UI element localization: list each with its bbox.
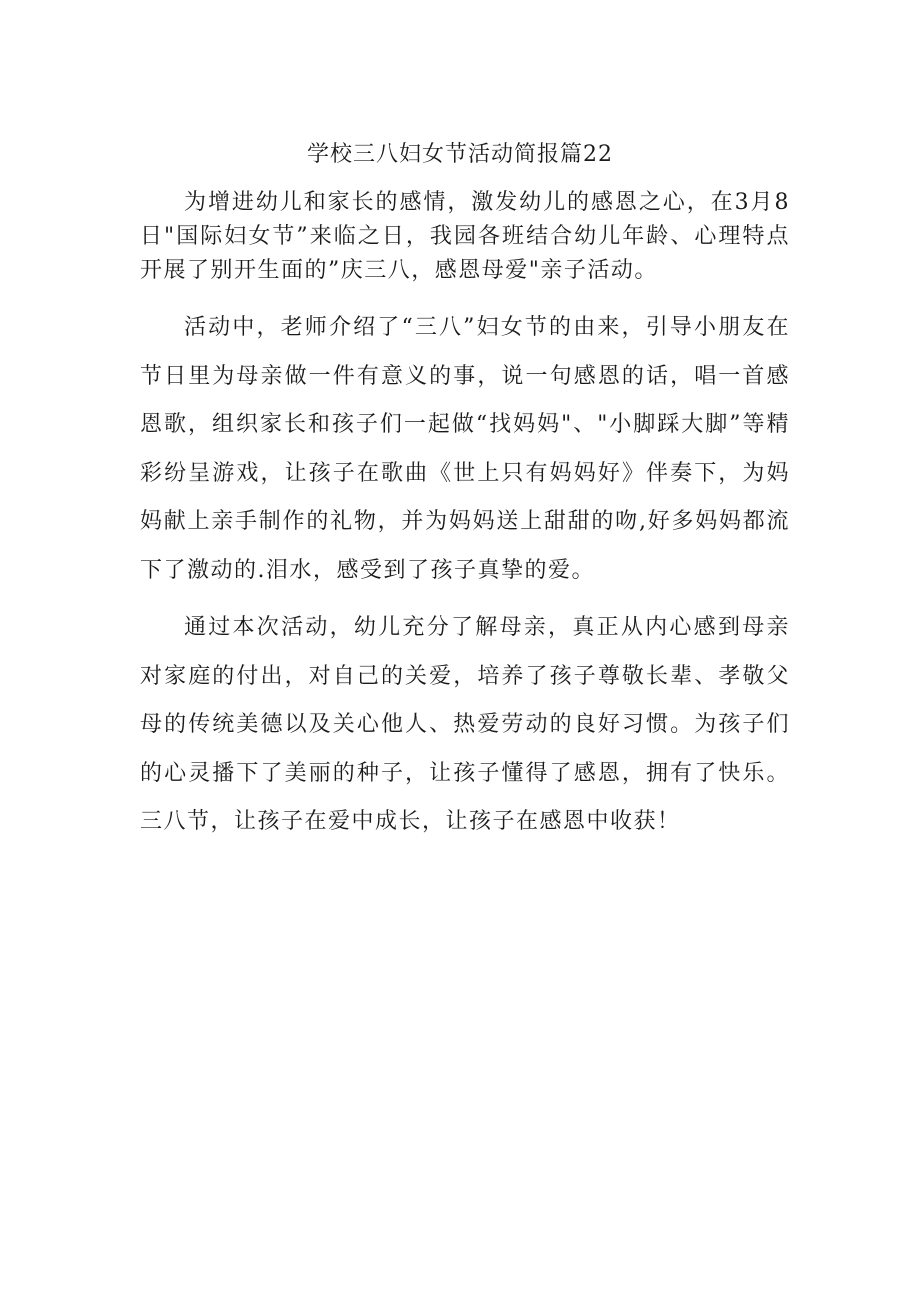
paragraph-activity: 活动中，老师介绍了“三八”妇女节的由来，引导小朋友在节日里为母亲做一件有意义的事，说一句感恩的话，唱一首感恩歌，组织家长和孩子们一起做“找妈妈"、"小脚踩大脚”等精彩纷呈游戏，让孩子在歌曲《世上只有妈妈好》伴奏下，为妈妈献上亲手制作的礼物，并为妈妈送上甜甜的吻,好多妈妈都流下了激动的.泪水，感受到了孩子真挚的爱。 [140,315,790,583]
document-title: 学校三八妇女节活动简报篇22 [307,142,613,167]
paragraph-intro: 为增进幼儿和家长的感情，激发幼儿的感恩之心，在3月8日"国际妇女节”来临之日，我园各班结合幼儿年龄、心理特点开展了别开生面的”庆三八，感恩母爱"亲子活动。 [140,190,790,283]
paragraph-conclusion: 通过本次活动，幼儿充分了解母亲，真正从内心感到母亲对家庭的付出，对自己的关爱，培养了孩子尊敬长辈、孝敬父母的传统美德以及关心他人、热爱劳动的良好习惯。为孩子们的心灵播下了美丽的种子，让孩子懂得了感恩，拥有了快乐。三八节，让孩子在爱中成长，让孩子在感恩中收获！ [140,615,790,834]
